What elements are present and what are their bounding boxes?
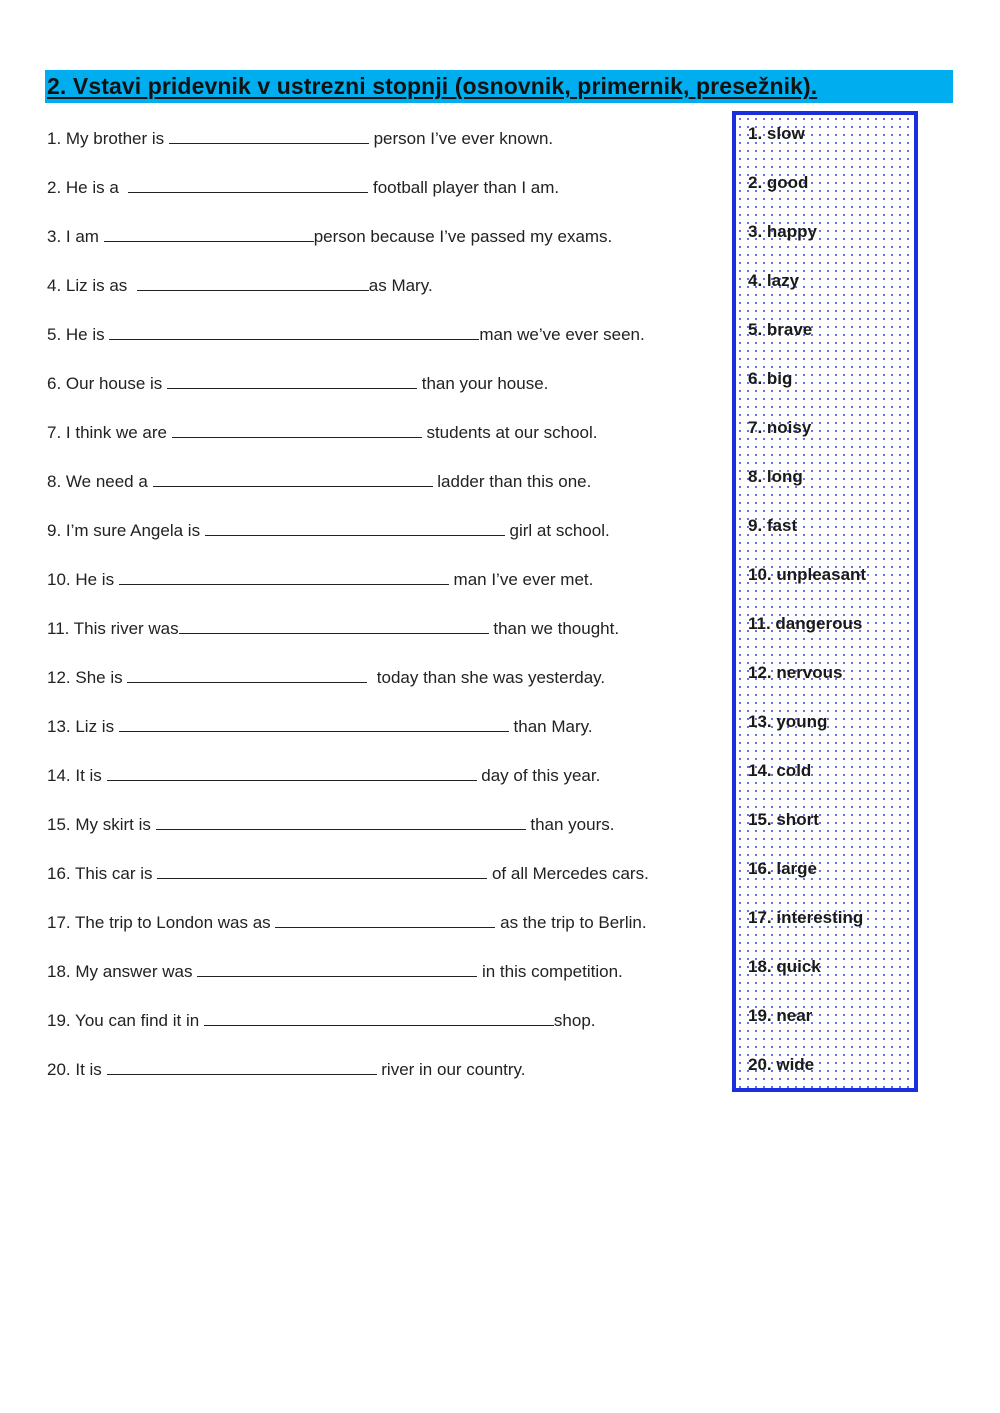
sentence-pre: 16. This car is [47,864,158,883]
sentence-post: than yours. [525,815,615,834]
word-bank [732,111,918,1092]
sentence-pre: 8. We need a [47,472,153,491]
word-bank-item: 6. big [748,369,793,388]
word-bank-item: 9. fast [748,516,798,535]
sentence-post: students at our school. [421,423,598,442]
word-bank-item: 16. large [748,859,817,878]
answer-blank[interactable] [179,618,489,634]
sentence-post: man I’ve ever met. [448,570,594,589]
sentence-pre: 4. Liz is as [47,276,137,295]
word-bank-item: 8. long [748,467,803,486]
sentence-post: shop. [553,1011,596,1030]
word-bank-item: 17. interesting [748,908,864,927]
answer-blank[interactable] [157,863,487,879]
answer-blank[interactable] [275,912,495,928]
sentence-5 [47,324,645,345]
sentence-13 [47,716,593,737]
sentence-post: ladder than this one. [432,472,592,491]
answer-blank[interactable] [172,422,422,438]
answer-blank[interactable] [107,765,477,781]
answer-blank[interactable] [127,667,367,683]
answer-blank[interactable] [204,1010,554,1026]
sentence-post: today than she was yesterday. [367,668,606,687]
word-bank-item: 18. quick [748,957,821,976]
sentence-pre: 9. I’m sure Angela is [47,521,205,540]
sentence-6 [47,373,548,394]
answer-blank[interactable] [137,275,369,291]
answer-blank[interactable] [119,569,449,585]
sentence-pre: 20. It is [47,1060,107,1079]
sentence-7 [47,422,598,443]
sentence-3 [47,226,612,247]
sentence-pre: 19. You can find it in [47,1011,204,1030]
word-bank-item: 14. cold [748,761,812,780]
sentence-11 [47,618,619,639]
sentence-12 [47,667,605,688]
sentence-pre: 2. He is a [47,178,129,197]
word-bank-item: 10. unpleasant [748,565,867,584]
answer-blank[interactable] [107,1059,377,1075]
sentence-10 [47,569,593,590]
sentence-8 [47,471,591,492]
word-bank-item: 4. lazy [748,271,800,290]
sentence-19 [47,1010,596,1031]
sentence-post: girl at school. [504,521,610,540]
answer-blank[interactable] [156,814,526,830]
word-bank-item: 5. brave [748,320,813,339]
sentence-pre: 5. He is [47,325,110,344]
sentence-9 [47,520,610,541]
sentence-post: than Mary. [508,717,593,736]
sentence-post: as Mary. [368,276,433,295]
sentence-post: person I’ve ever known. [368,129,554,148]
sentence-post: as the trip to Berlin. [495,913,647,932]
word-bank-item: 1. slow [748,124,805,143]
sentence-14 [47,765,600,786]
answer-blank[interactable] [119,716,509,732]
sentence-pre: 6. Our house is [47,374,168,393]
word-bank-item: 15. short [748,810,819,829]
word-bank-item: 2. good [748,173,809,192]
sentence-pre: 10. He is [47,570,119,589]
sentence-pre: 1. My brother is [47,129,169,148]
answer-blank[interactable] [153,471,433,487]
answer-blank[interactable] [169,128,369,144]
sentence-4 [47,275,433,296]
answer-blank[interactable] [205,520,505,536]
sentence-post: of all Mercedes cars. [487,864,649,883]
sentence-post: than your house. [417,374,549,393]
sentence-pre: 17. The trip to London was as [47,913,276,932]
exercise-title: 2. Vstavi pridevnik v ustrezni stopnji (osnovnik, primernik, presežnik). [47,73,818,99]
answer-blank[interactable] [109,324,479,340]
sentence-pre: 13. Liz is [47,717,119,736]
answer-blank[interactable] [197,961,477,977]
sentence-pre: 7. I think we are [47,423,172,442]
sentence-post: river in our country. [376,1060,526,1079]
sentence-pre: 11. This river was [47,619,179,638]
answer-blank[interactable] [167,373,417,389]
sentence-15 [47,814,614,835]
word-bank-item: 11. dangerous [748,614,863,633]
sentence-16 [47,863,649,884]
sentence-post: day of this year. [476,766,601,785]
word-bank-item: 3. happy [748,222,817,241]
sentence-pre: 14. It is [47,766,107,785]
sentence-17 [47,912,647,933]
sentence-pre: 12. She is [47,668,128,687]
answer-blank[interactable] [104,226,314,242]
sentence-pre: 15. My skirt is [47,815,156,834]
sentence-post: man we’ve ever seen. [479,325,645,344]
sentence-18 [47,961,623,982]
sentence-post: than we thought. [488,619,620,638]
word-bank-item: 7. noisy [748,418,812,437]
word-bank-item: 12. nervous [748,663,843,682]
sentence-post: person because I’ve passed my exams. [313,227,613,246]
sentence-post: in this competition. [477,962,623,981]
sentence-pre: 18. My answer was [47,962,198,981]
sentence-2 [47,177,559,198]
sentence-1 [47,128,553,149]
sentence-20 [47,1059,526,1080]
word-bank-item: 19. near [748,1006,813,1025]
answer-blank[interactable] [128,177,368,193]
sentence-post: football player than I am. [368,178,560,197]
word-bank-item: 13. young [748,712,828,731]
word-bank-item: 20. wide [748,1055,815,1074]
sentence-pre: 3. I am [47,227,104,246]
